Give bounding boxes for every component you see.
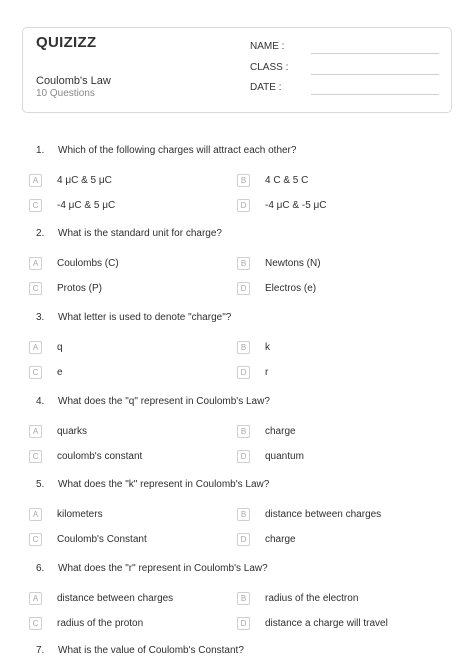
question-text: What letter is used to denote "charge"? [58,312,232,323]
question-count: 10 Questions [36,88,95,99]
option-letter-box: B [237,174,250,187]
option-text: q [57,342,63,353]
option-letter-box: D [237,450,250,463]
option-letter-box: C [29,199,42,212]
name-field[interactable] [311,53,439,54]
option-letter-box: B [237,341,250,354]
option-letter-box: B [237,257,250,270]
option-letter-box: A [29,174,42,187]
option-letter-box: A [29,508,42,521]
option-letter-box: C [29,617,42,630]
class-label: CLASS : [250,62,289,73]
option-text: coulomb's constant [57,451,143,462]
option-text: distance between charges [265,509,382,520]
option-text: Electros (e) [265,283,317,294]
name-label: NAME : [250,41,285,52]
question-text: What is the value of Coulomb's Constant? [58,645,244,656]
option-text: radius of the electron [265,593,359,604]
worksheet-header [22,27,452,113]
option-text: Newtons (N) [265,258,321,269]
option-text: quantum [265,451,304,462]
option-letter-box: C [29,533,42,546]
option-letter-box: B [237,425,250,438]
option-text: distance between charges [57,593,174,604]
option-letter-box: C [29,450,42,463]
option-text: Protos (P) [57,283,103,294]
question-number: 5. [36,479,45,490]
option-text: Coulomb's Constant [57,534,147,545]
question-text: What does the "q" represent in Coulomb's Law? [58,396,270,407]
quizizz-logo: QUIZIZZ [36,34,97,51]
question-text: What does the "k" represent in Coulomb's Law? [58,479,270,490]
option-letter-box: B [237,508,250,521]
worksheet-title: Coulomb's Law [36,75,111,87]
option-text: -4 μC & 5 μC [57,200,116,211]
question-number: 3. [36,312,45,323]
class-field[interactable] [311,74,439,75]
option-text: 4 C & 5 C [265,175,309,186]
option-letter-box: D [237,282,250,295]
question-number: 4. [36,396,45,407]
option-text: radius of the proton [57,618,144,629]
option-text: charge [265,426,296,437]
option-text: charge [265,534,296,545]
question-number: 6. [36,563,45,574]
option-text: distance a charge will travel [265,618,388,629]
option-letter-box: A [29,592,42,605]
option-letter-box: D [237,199,250,212]
question-text: What does the "r" represent in Coulomb's Law? [58,563,268,574]
option-text: kilometers [57,509,103,520]
option-text: quarks [57,426,88,437]
option-letter-box: C [29,282,42,295]
date-label: DATE : [250,82,282,93]
option-text: 4 μC & 5 μC [57,175,112,186]
option-text: r [265,367,269,378]
option-letter-box: A [29,425,42,438]
option-text: e [57,367,63,378]
option-letter-box: D [237,366,250,379]
question-text: What is the standard unit for charge? [58,228,222,239]
option-letter-box: C [29,366,42,379]
option-letter-box: A [29,257,42,270]
option-text: k [265,342,270,353]
option-letter-box: B [237,592,250,605]
question-number: 2. [36,228,45,239]
option-letter-box: D [237,533,250,546]
option-text: -4 μC & -5 μC [265,200,327,211]
date-field[interactable] [311,94,439,95]
question-text: Which of the following charges will attract each other? [58,145,297,156]
question-number: 1. [36,145,45,156]
option-letter-box: A [29,341,42,354]
option-letter-box: D [237,617,250,630]
option-text: Coulombs (C) [57,258,119,269]
question-number: 7. [36,645,45,656]
